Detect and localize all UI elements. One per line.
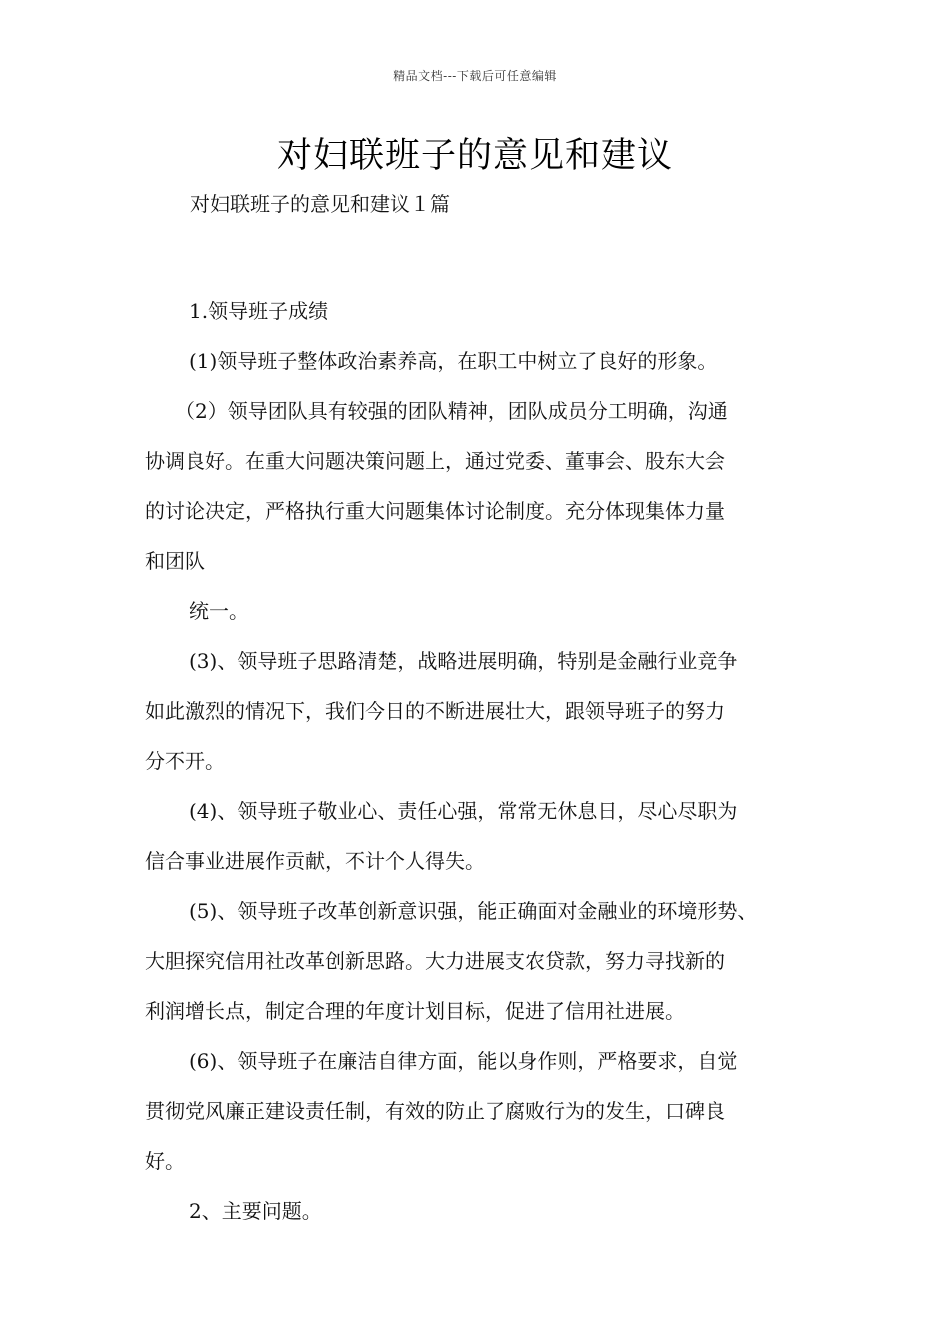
- header-note: 精品文档---下载后可任意编辑: [393, 69, 557, 83]
- paragraph-line: 的讨论决定，严格执行重大问题集体讨论制度。充分体现集体力量: [145, 499, 725, 523]
- paragraph-line: 和团队: [145, 549, 205, 573]
- paragraph-line: 信合事业进展作贡献，不计个人得失。: [145, 849, 485, 873]
- paragraph-line: 贯彻党风廉正建设责任制，有效的防止了腐败行为的发生，口碑良: [145, 1099, 725, 1123]
- paragraph-line: (3)、领导班子思路清楚，战略进展明确，特别是金融行业竞争: [189, 649, 738, 673]
- paragraph-line: 大胆探究信用社改革创新思路。大力进展支农贷款，努力寻找新的: [145, 949, 725, 973]
- paragraph-line: 利润增长点，制定合理的年度计划目标，促进了信用社进展。: [145, 999, 685, 1023]
- paragraph-line: （2）领导团队具有较强的团队精神，团队成员分工明确，沟通: [175, 399, 728, 423]
- paragraph-line: (1)领导班子整体政治素养高，在职工中树立了良好的形象。: [189, 349, 718, 373]
- section-heading-achievements: 1.领导班子成绩: [189, 299, 329, 323]
- paragraph-line: 分不开。: [145, 749, 225, 773]
- body-text: [145, 286, 825, 1236]
- paragraph-line: 统一。: [189, 599, 249, 623]
- paragraph-line: (6)、领导班子在廉洁自律方面，能以身作则，严格要求，自觉: [189, 1049, 738, 1073]
- paragraph-line: 如此激烈的情况下，我们今日的不断进展壮大，跟领导班子的努力: [145, 699, 725, 723]
- section-heading-problems: 2、主要问题。: [189, 1199, 322, 1223]
- page-title: 对妇联班子的意见和建议: [276, 136, 673, 176]
- paragraph-line: (5)、领导班子改革创新意识强，能正确面对金融业的环境形势、: [189, 899, 758, 923]
- subtitle: 对妇联班子的意见和建议１篇: [190, 192, 450, 216]
- paragraph-line: 协调良好。在重大问题决策问题上，通过党委、董事会、股东大会: [145, 449, 725, 473]
- paragraph-line: 好。: [145, 1149, 185, 1173]
- paragraph-line: (4)、领导班子敬业心、责任心强，常常无休息日，尽心尽职为: [189, 799, 738, 823]
